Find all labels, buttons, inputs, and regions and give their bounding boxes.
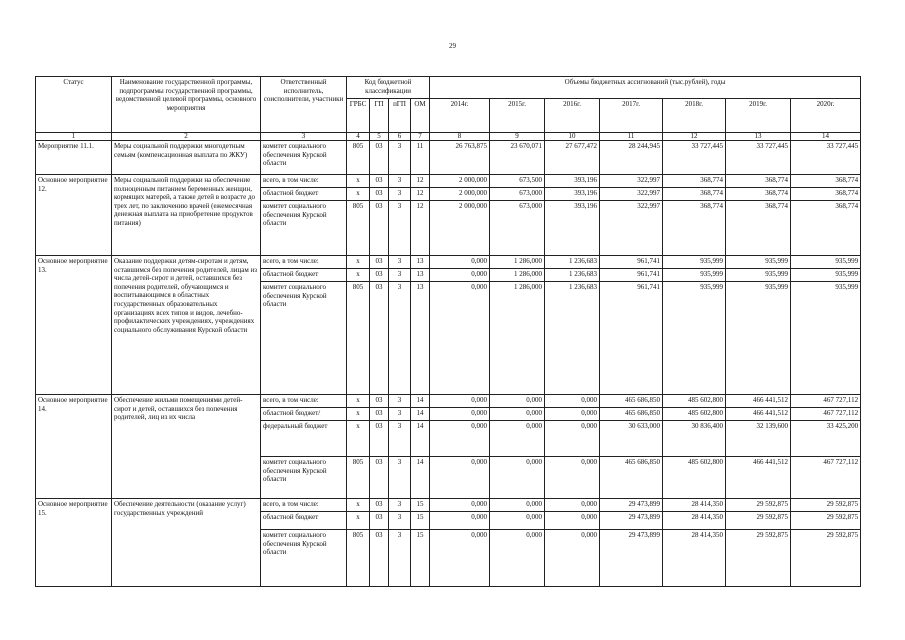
pgp-code: 3 <box>389 421 411 457</box>
value-cell: 935,999 <box>663 269 726 282</box>
header-gp: ГП <box>370 99 389 133</box>
column-number: 6 <box>389 133 411 141</box>
column-numbers-row <box>36 133 861 141</box>
responsible-cell: федеральный бюджет <box>261 421 347 457</box>
om-code: 11 <box>411 141 430 175</box>
grbs-code: x <box>347 175 370 188</box>
responsible-cell: комитет социального обеспечения Курской области <box>261 282 347 395</box>
pgp-code: 3 <box>389 282 411 395</box>
pgp-code: 3 <box>389 395 411 408</box>
value-cell: 467 727,112 <box>791 457 861 499</box>
responsible-cell: всего, в том числе: <box>261 256 347 269</box>
value-cell: 1 286,000 <box>490 282 545 395</box>
grbs-code: x <box>347 512 370 530</box>
responsible-cell: комитет социального обеспечения Курской области <box>261 457 347 499</box>
value-cell: 935,999 <box>791 282 861 395</box>
grbs-code: 805 <box>347 457 370 499</box>
value-cell: 1 236,683 <box>545 256 600 269</box>
value-cell: 0,000 <box>430 499 490 512</box>
value-cell: 29 473,899 <box>600 499 663 512</box>
value-cell: 368,774 <box>791 175 861 188</box>
pgp-code: 3 <box>389 201 411 256</box>
value-cell: 1 286,000 <box>490 256 545 269</box>
responsible-cell: областной бюджет/ <box>261 408 347 421</box>
value-cell: 33 425,200 <box>791 421 861 457</box>
value-cell: 1 286,000 <box>490 269 545 282</box>
value-cell: 29 592,875 <box>726 530 791 587</box>
value-cell: 485 602,800 <box>663 408 726 421</box>
value-cell: 29 592,875 <box>791 512 861 530</box>
pgp-code: 3 <box>389 175 411 188</box>
value-cell: 466 441,512 <box>726 457 791 499</box>
responsible-cell: областной бюджет <box>261 188 347 201</box>
header-kbk-group: Код бюджетной классификации <box>347 77 430 99</box>
value-cell: 935,999 <box>663 256 726 269</box>
grbs-code: 805 <box>347 201 370 256</box>
responsible-cell: комитет социального обеспечения Курской области <box>261 201 347 256</box>
header-year-2015: 2015г. <box>490 99 545 133</box>
om-code: 14 <box>411 457 430 499</box>
value-cell: 935,999 <box>791 269 861 282</box>
activity-status: Мероприятие 11.1. <box>36 141 112 175</box>
value-cell: 393,196 <box>545 188 600 201</box>
activity-name: Меры социальной поддержки на обеспечение полноценным питанием беременных женщин, кормящих матерей, а также детей в возрасте до трех лет, по заключению врачей (ежемесячная денежная выплата на приобретение продуктов питания) <box>112 175 261 256</box>
gp-code: 03 <box>370 256 389 269</box>
value-cell: 961,741 <box>600 269 663 282</box>
column-number: 11 <box>600 133 663 141</box>
value-cell: 26 763,875 <box>430 141 490 175</box>
om-code: 13 <box>411 282 430 395</box>
table-row <box>36 256 861 269</box>
value-cell: 0,000 <box>430 269 490 282</box>
om-code: 12 <box>411 188 430 201</box>
value-cell: 1 236,683 <box>545 282 600 395</box>
value-cell: 0,000 <box>545 512 600 530</box>
value-cell: 322,997 <box>600 201 663 256</box>
value-cell: 27 677,472 <box>545 141 600 175</box>
value-cell: 466 441,512 <box>726 408 791 421</box>
value-cell: 465 686,850 <box>600 408 663 421</box>
value-cell: 0,000 <box>430 282 490 395</box>
value-cell: 1 236,683 <box>545 269 600 282</box>
value-cell: 28 414,350 <box>663 530 726 587</box>
value-cell: 0,000 <box>545 408 600 421</box>
value-cell: 368,774 <box>791 188 861 201</box>
value-cell: 2 000,000 <box>430 188 490 201</box>
value-cell: 2 000,000 <box>430 175 490 188</box>
header-year-2020: 2020г. <box>791 99 861 133</box>
header-status: Статус <box>36 77 112 133</box>
value-cell: 33 727,445 <box>663 141 726 175</box>
pgp-code: 3 <box>389 269 411 282</box>
pgp-code: 3 <box>389 188 411 201</box>
value-cell: 30 633,000 <box>600 421 663 457</box>
value-cell: 368,774 <box>663 175 726 188</box>
value-cell: 961,741 <box>600 256 663 269</box>
value-cell: 0,000 <box>430 408 490 421</box>
value-cell: 368,774 <box>663 201 726 256</box>
gp-code: 03 <box>370 269 389 282</box>
column-number: 4 <box>347 133 370 141</box>
page-number: 29 <box>449 42 456 50</box>
value-cell: 0,000 <box>545 499 600 512</box>
column-number: 13 <box>726 133 791 141</box>
value-cell: 485 602,800 <box>663 457 726 499</box>
value-cell: 29 592,875 <box>726 512 791 530</box>
header-year-2014: 2014г. <box>430 99 490 133</box>
grbs-code: x <box>347 269 370 282</box>
om-code: 14 <box>411 395 430 408</box>
pgp-code: 3 <box>389 530 411 587</box>
value-cell: 0,000 <box>490 530 545 587</box>
grbs-code: x <box>347 499 370 512</box>
activity-name: Оказание поддержки детям-сиротам и детям, оставшимся без попечения родителей, лицам из числа детей-сирот и детей, оставшихся без попечения родителей, обучающимся и воспитывающимся в областных государственных образовательных организациях всех типов и видов, лечебно-профилактических учреждениях, учреждениях социального обслуживания Курской области <box>112 256 261 395</box>
value-cell: 29 473,899 <box>600 512 663 530</box>
value-cell: 935,999 <box>663 282 726 395</box>
column-number: 5 <box>370 133 389 141</box>
value-cell: 0,000 <box>490 421 545 457</box>
header-year-2016: 2016г. <box>545 99 600 133</box>
value-cell: 0,000 <box>545 530 600 587</box>
value-cell: 0,000 <box>545 421 600 457</box>
grbs-code: 805 <box>347 530 370 587</box>
value-cell: 0,000 <box>490 408 545 421</box>
header-pgp: пГП <box>389 99 411 133</box>
header-year-2017: 2017г. <box>600 99 663 133</box>
column-number: 9 <box>490 133 545 141</box>
grbs-code: x <box>347 256 370 269</box>
value-cell: 28 244,945 <box>600 141 663 175</box>
value-cell: 935,999 <box>791 256 861 269</box>
gp-code: 03 <box>370 530 389 587</box>
activity-name: Обеспечение деятельности (оказание услуг) государственных учреждений <box>112 499 261 587</box>
responsible-cell: комитет социального обеспечения Курской области <box>261 530 347 587</box>
om-code: 15 <box>411 530 430 587</box>
value-cell: 32 139,600 <box>726 421 791 457</box>
om-code: 13 <box>411 256 430 269</box>
value-cell: 393,196 <box>545 201 600 256</box>
responsible-cell: областной бюджет <box>261 512 347 530</box>
value-cell: 393,196 <box>545 175 600 188</box>
gp-code: 03 <box>370 282 389 395</box>
header-responsible: Ответственный исполнитель, соисполнители, участники <box>261 77 347 133</box>
value-cell: 368,774 <box>726 175 791 188</box>
header-volumes-group: Объемы бюджетных ассигнований (тыс.рублей), годы <box>430 77 861 99</box>
activity-name: Обеспечение жильми помещениями детей-сирот и детей, оставшихся без попечения родителей, лиц из их числа <box>112 395 261 499</box>
responsible-cell: всего, в том числе: <box>261 499 347 512</box>
om-code: 14 <box>411 408 430 421</box>
value-cell: 0,000 <box>430 421 490 457</box>
activity-status: Основное мероприятие 12. <box>36 175 112 256</box>
value-cell: 935,999 <box>726 269 791 282</box>
grbs-code: x <box>347 395 370 408</box>
gp-code: 03 <box>370 408 389 421</box>
column-number: 8 <box>430 133 490 141</box>
table-row <box>36 141 861 175</box>
gp-code: 03 <box>370 421 389 457</box>
pgp-code: 3 <box>389 141 411 175</box>
responsible-cell: всего, в том числе: <box>261 395 347 408</box>
value-cell: 0,000 <box>430 530 490 587</box>
value-cell: 935,999 <box>726 256 791 269</box>
value-cell: 961,741 <box>600 282 663 395</box>
value-cell: 368,774 <box>791 201 861 256</box>
value-cell: 673,500 <box>490 175 545 188</box>
column-number: 2 <box>112 133 261 141</box>
header-om: ОМ <box>411 99 430 133</box>
grbs-code: x <box>347 188 370 201</box>
om-code: 13 <box>411 269 430 282</box>
responsible-cell: областной бюджет <box>261 269 347 282</box>
gp-code: 03 <box>370 175 389 188</box>
activity-name: Меры социальной поддержки многодетным семьям (компенсационная выплата по ЖКУ) <box>112 141 261 175</box>
value-cell: 368,774 <box>726 201 791 256</box>
activity-status: Основное мероприятие 14. <box>36 395 112 499</box>
value-cell: 465 686,850 <box>600 395 663 408</box>
activity-status: Основное мероприятие 15. <box>36 499 112 587</box>
value-cell: 485 602,800 <box>663 395 726 408</box>
gp-code: 03 <box>370 395 389 408</box>
value-cell: 2 000,000 <box>430 201 490 256</box>
om-code: 14 <box>411 421 430 457</box>
column-number: 1 <box>36 133 112 141</box>
column-number: 10 <box>545 133 600 141</box>
pgp-code: 3 <box>389 512 411 530</box>
value-cell: 0,000 <box>430 395 490 408</box>
budget-allocation-table <box>35 76 861 587</box>
grbs-code: x <box>347 421 370 457</box>
column-number: 3 <box>261 133 347 141</box>
pgp-code: 3 <box>389 256 411 269</box>
grbs-code: x <box>347 408 370 421</box>
responsible-cell: всего, в том числе: <box>261 175 347 188</box>
value-cell: 28 414,350 <box>663 512 726 530</box>
gp-code: 03 <box>370 201 389 256</box>
value-cell: 33 727,445 <box>791 141 861 175</box>
value-cell: 0,000 <box>490 512 545 530</box>
value-cell: 0,000 <box>430 256 490 269</box>
value-cell: 30 836,400 <box>663 421 726 457</box>
header-row-1 <box>36 77 861 99</box>
value-cell: 322,997 <box>600 188 663 201</box>
gp-code: 03 <box>370 457 389 499</box>
value-cell: 467 727,112 <box>791 395 861 408</box>
column-number: 7 <box>411 133 430 141</box>
value-cell: 467 727,112 <box>791 408 861 421</box>
column-number: 12 <box>663 133 726 141</box>
value-cell: 466 441,512 <box>726 395 791 408</box>
gp-code: 03 <box>370 141 389 175</box>
header-year-2018: 2018г. <box>663 99 726 133</box>
value-cell: 0,000 <box>545 395 600 408</box>
header-year-2019: 2019г. <box>726 99 791 133</box>
value-cell: 29 592,875 <box>791 499 861 512</box>
value-cell: 28 414,350 <box>663 499 726 512</box>
value-cell: 935,999 <box>726 282 791 395</box>
table-body <box>36 141 861 587</box>
value-cell: 673,000 <box>490 188 545 201</box>
activity-status: Основное мероприятие 13. <box>36 256 112 395</box>
om-code: 15 <box>411 499 430 512</box>
grbs-code: 805 <box>347 141 370 175</box>
grbs-code: 805 <box>347 282 370 395</box>
value-cell: 0,000 <box>490 499 545 512</box>
value-cell: 29 592,875 <box>726 499 791 512</box>
value-cell: 29 592,875 <box>791 530 861 587</box>
pgp-code: 3 <box>389 408 411 421</box>
gp-code: 03 <box>370 499 389 512</box>
table-row <box>36 175 861 188</box>
header-name: Наименование государственной программы, подпрограммы государственной программы, ведомственной целевой программы, основного мероприятия <box>112 77 261 133</box>
value-cell: 368,774 <box>726 188 791 201</box>
value-cell: 0,000 <box>545 457 600 499</box>
table-row <box>36 499 861 512</box>
table-row <box>36 395 861 408</box>
value-cell: 0,000 <box>430 512 490 530</box>
value-cell: 0,000 <box>490 395 545 408</box>
value-cell: 29 473,899 <box>600 530 663 587</box>
column-number: 14 <box>791 133 861 141</box>
value-cell: 0,000 <box>490 457 545 499</box>
value-cell: 33 727,445 <box>726 141 791 175</box>
om-code: 12 <box>411 175 430 188</box>
value-cell: 673,000 <box>490 201 545 256</box>
header-grbs: ГРБС <box>347 99 370 133</box>
pgp-code: 3 <box>389 499 411 512</box>
value-cell: 322,997 <box>600 175 663 188</box>
pgp-code: 3 <box>389 457 411 499</box>
om-code: 15 <box>411 512 430 530</box>
value-cell: 0,000 <box>430 457 490 499</box>
responsible-cell: комитет социального обеспечения Курской области <box>261 141 347 175</box>
gp-code: 03 <box>370 512 389 530</box>
value-cell: 465 686,850 <box>600 457 663 499</box>
value-cell: 368,774 <box>663 188 726 201</box>
om-code: 12 <box>411 201 430 256</box>
value-cell: 23 670,071 <box>490 141 545 175</box>
gp-code: 03 <box>370 188 389 201</box>
